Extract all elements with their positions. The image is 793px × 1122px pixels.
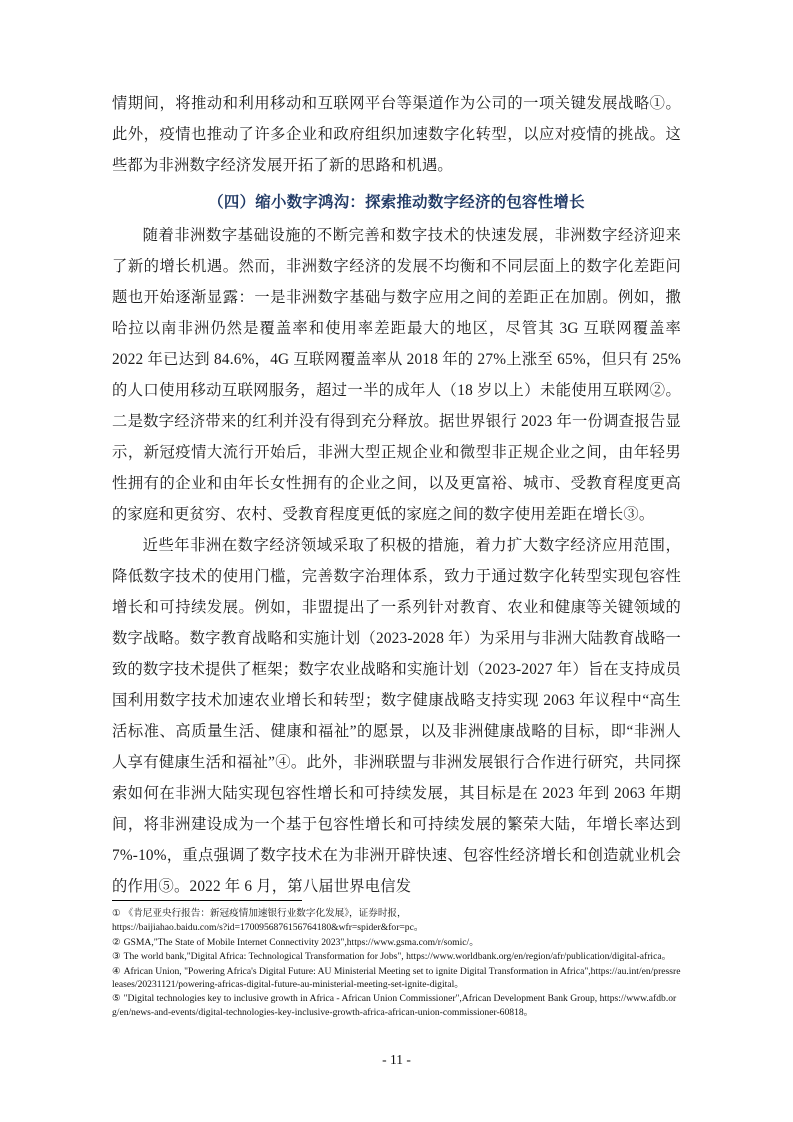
body-content — [112, 88, 681, 902]
footnote-item — [112, 907, 682, 920]
footnote-text: The world bank,"Digital Africa: Technological Transformation for Jobs", https://www.worldbank.org/en/region/afr/publication/digital-africa。 — [123, 951, 672, 963]
footnote-item — [112, 965, 682, 992]
paragraph-measures: 近些年非洲在数字经济领域采取了积极的措施，着力扩大数字经济应用范围，降低数字技术的使用门槛，完善数字治理体系，致力于通过数字化转型实现包容性增长和可持续发展。例如，非盟提出了一系列针对教育、农业和健康等关键领域的数字战略。数字教育战略和实施计划（2023-2028 年）为采用与非洲大陆教育战略一致的数字技术提供了框架；数字农业战略和实施计划（2023-2027 年）旨在支持成员国利用数字技术加速农业增长和转型；数字健康战略支持实现 2063 年议程中“高生活标准、高质量生活、健康和福祉”的愿景，以及非洲健康战略的目标，即“非洲人人享有健康生活和福祉”④。此外，非洲联盟与非洲发展银行合作进行研究，共同探索如何在非洲大陆实现包容性增长和可持续发展，其目标是在 2023 年到 2063 年期间，将非洲建设成为一个基于包容性增长和可持续发展的繁荣大陆，年增长率达到 7%-10%，重点强调了数字技术在为非洲开辟快速、包容性经济增长和创造就业机会的作用⑤。2022 年 6 月，第八届世界电信发 — [112, 537, 681, 895]
paragraph-continuation: 情期间，将推动和利用移动和互联网平台等渠道作为公司的一项关键发展战略①。此外，疫情也推动了许多企业和政府组织加速数字化转型，以应对疫情的挑战。这些都为非洲数字经济发展开拓了新的思路和机遇。 — [112, 95, 681, 174]
page-number: - 11 - — [382, 1052, 411, 1067]
footnote-text: African Union, "Powering Africa's Digital Future: AU Ministerial Meeting set to ignite Digital Transformation in Africa",https://au.int/en/pressreleases/20231121/powering-africas-digital-future-au-ministerial-meeting-set-ignite-digital。 — [112, 965, 681, 991]
footnote-item — [112, 921, 682, 934]
paragraph-digital-gap: 随着非洲数字基础设施的不断完善和数字技术的快速发展，非洲数字经济迎来了新的增长机遇。然而，非洲数字经济的发展不均衡和不同层面上的数字化差距问题也开始逐渐显露：一是非洲数字基础与数字应用之间的差距正在加剧。例如，撒哈拉以南非洲仍然是覆盖率和使用率差距最大的地区，尽管其 3G 互联网覆盖率 2022 年已达到 84.6%，4G 互联网覆盖率从 2018 年的 27%上涨至 65%，但只有 25%的人口使用移动互联网服务，超过一半的成年人（18 岁以上）未能使用互联网②。二是数字经济带来的红利并没有得到充分释放。据世界银行 2023 年一份调查报告显示，新冠疫情大流行开始后，非洲大型正规企业和微型非正规企业之间，由年轻男性拥有的企业和由年长女性拥有的企业之间，以及更富裕、城市、受教育程度更高的家庭和更贫穷、农村、受教育程度更低的家庭之间的数字使用差距在增长③。 — [112, 227, 681, 523]
footnote-marker: ① — [112, 908, 121, 919]
footnote-section — [112, 900, 682, 1020]
footnote-text: 《肯尼亚央行报告：新冠疫情加速银行业数字化发展》，证券时报， — [123, 908, 407, 919]
footnote-divider — [112, 900, 302, 901]
section-heading: （四）缩小数字鸿沟：探索推动数字经济的包容性增长 — [208, 194, 585, 211]
footnote-marker: ③ — [112, 951, 121, 963]
footnote-marker: ⑤ — [112, 993, 121, 1005]
footnote-text: "Digital technologies key to inclusive growth in Africa - African Union Commissioner",African Development Bank Group, https://www.afdb.org/en/news-and-events/digital-technologies-key-inclusive-growth-africa-african-union-commissioner-60818。 — [112, 993, 677, 1018]
footnote-item — [112, 936, 682, 949]
footnote-item — [112, 950, 682, 963]
footnote-text: https://baijiahao.baidu.com/s?id=1700956876156764180&wfr=spider&for=pc。 — [112, 922, 424, 934]
footnote-marker: ④ — [112, 965, 121, 977]
footnote-marker: ② — [112, 936, 121, 948]
footnote-item — [112, 992, 682, 1019]
footnote-text: GSMA,"The State of Mobile Internet Connectivity 2023",https://www.gsma.com/r/somic/。 — [123, 936, 479, 948]
